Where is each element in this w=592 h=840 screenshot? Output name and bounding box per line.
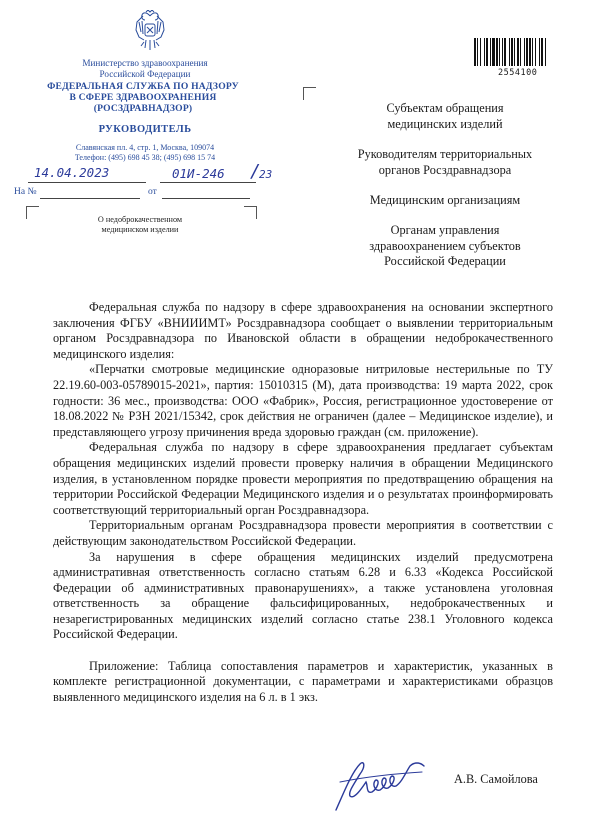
- letterhead-address: Славянская пл. 4, стр. 1, Москва, 109074 Телефон: (495) 698 45 38; (495) 698 15 74: [74, 143, 216, 162]
- barcode-bar: [509, 38, 510, 66]
- barcode-bar: [545, 38, 546, 66]
- signer-name: А.В. Самойлова: [454, 772, 538, 786]
- body-paragraph: Федеральная служба по надзору в сфере здравоохранения на основании экспертного заключения ФГБУ «ВНИИИМТ» Росздравнадзора сообщает о выявлении территориальным органом Росздравнадзора по Ивановской области в обращении недоброкачественного медицинского изделия:: [53, 300, 553, 361]
- barcode-bar: [474, 38, 476, 66]
- barcode-number: 2554100: [498, 68, 538, 78]
- barcode-bar: [486, 38, 488, 66]
- head-title: РУКОВОДИТЕЛЬ: [98, 124, 192, 135]
- ref-date-label: от: [148, 187, 157, 197]
- handwritten-number-suffix: 23: [259, 168, 273, 181]
- letter-subject: О недоброкачественном медицинском изделии: [97, 215, 183, 234]
- barcode-bar: [484, 38, 485, 66]
- barcode-bar: [541, 38, 543, 66]
- subject-bracket-left: [26, 206, 39, 219]
- ref-number-line: [40, 198, 140, 199]
- body-paragraph: Федеральная служба по надзору в сфере здравоохранения предлагает субъектам обращения медицинских изделий провести проверку наличия в обращении Медицинского изделия, в установленном порядке провести мероприятия по предотвращению обращения на территории Российской Федерации Медицинского изделия и о результатах проинформировать соответствующий территориальный орган Росздравнадзора.: [53, 440, 553, 517]
- handwritten-slash: /: [250, 161, 261, 182]
- barcode: [474, 38, 572, 66]
- addressee-block: Органам управления здравоохранением субъектов Российской Федерации: [369, 223, 521, 268]
- handwritten-number: 01И-246: [172, 166, 225, 181]
- barcode-bar: [529, 38, 531, 66]
- body-paragraph: За нарушения в сфере обращения медицинских изделий предусмотрена административная ответственность согласно статьям 6.28 и 6.33 «Кодекса Российской Федерации об административных правонарушениях», а также установлена уголовная ответственность за обращение фальсифицированных, недоброкачественных и незарегистрированных медицинских изделий согласно статье 238.1 Уголовного кодекса Российской Федерации.: [53, 549, 553, 642]
- addressee-block: Субъектам обращения медицинских изделий: [386, 101, 504, 131]
- barcode-bar: [520, 38, 521, 66]
- ref-number-label: На №: [14, 187, 37, 197]
- barcode-bar: [490, 38, 491, 66]
- barcode-bar: [524, 38, 525, 66]
- barcode-bar: [535, 38, 536, 66]
- barcode-bar: [539, 38, 540, 66]
- addressee-block: Руководителям территориальных органов Росздравнадзора: [357, 147, 533, 177]
- handwritten-date: 14.04.2023: [34, 165, 110, 180]
- barcode-bar: [499, 38, 500, 66]
- coat-of-arms-emblem: [133, 10, 167, 52]
- barcode-bar: [496, 38, 498, 66]
- subject-bracket-right: [244, 206, 257, 219]
- body-paragraph: «Перчатки смотровые медицинские одноразовые нитриловые нестерильные по ТУ 22.19.60-003-05789015-2021», партия: 15010315 (М), дата производства: 19 марта 2022, срок годности: 36 мес., производства: ООО «Фабрик», Россия, регистрационное удостоверение от 18.08.2022 № РЗН 2021/15342, срок действия не ограничен (далее – Медицинское изделие), и представляющего угрозу причинения вреда здоровью граждан (см. приложение).: [53, 362, 553, 439]
- barcode-bar: [526, 38, 528, 66]
- barcode-bar: [511, 38, 513, 66]
- body-paragraph: Территориальным органам Росздравнадзора провести мероприятия в соответствии с действующим законодательством Российской Федерации.: [53, 518, 553, 548]
- barcode-bar: [492, 38, 495, 66]
- barcode-bar: [514, 38, 515, 66]
- barcode-bar: [477, 38, 478, 66]
- handwritten-signature: [330, 752, 430, 817]
- letter-body: [53, 300, 553, 705]
- number-underline: [160, 182, 256, 183]
- ministry-name: Министерство здравоохранения Российской Федерации: [82, 58, 208, 79]
- barcode-bar: [502, 38, 503, 66]
- addressee-block: Медицинским организациям: [369, 193, 521, 207]
- barcode-bar: [517, 38, 519, 66]
- addressee-bracket: [303, 87, 316, 100]
- barcode-bar: [480, 38, 481, 66]
- attachment-note: Приложение: Таблица сопоставления параметров и характеристик, указанных в комплекте регистрационной документации, с параметрами и характеристиками образцов выявленного медицинского изделия на 6 л. в 1 экз.: [53, 658, 553, 704]
- date-underline: [28, 182, 146, 183]
- barcode-bar: [532, 38, 533, 66]
- barcode-bar: [504, 38, 506, 66]
- ref-date-line: [162, 198, 250, 199]
- service-name: ФЕДЕРАЛЬНАЯ СЛУЖБА ПО НАДЗОРУ В СФЕРЕ ЗДРАВООХРАНЕНИЯ (РОСЗДРАВНАДЗОР): [47, 81, 239, 114]
